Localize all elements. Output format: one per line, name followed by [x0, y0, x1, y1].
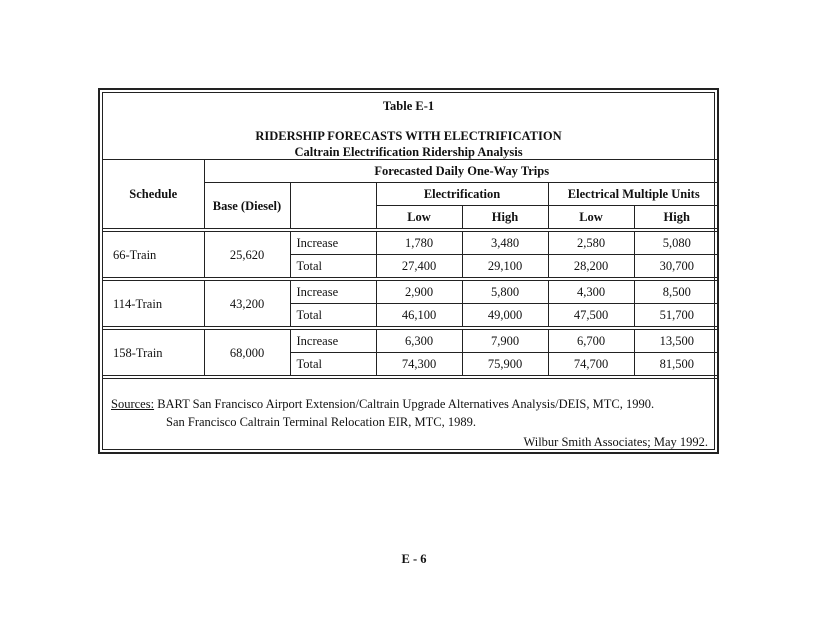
- value-cell: 1,780: [376, 232, 462, 255]
- header-emu-low: Low: [548, 206, 634, 229]
- row-label-total: Total: [290, 353, 376, 376]
- value-cell: 30,700: [634, 255, 719, 278]
- value-cell: 74,300: [376, 353, 462, 376]
- sources-label: Sources:: [111, 397, 155, 411]
- row-label-increase: Increase: [290, 281, 376, 304]
- table-inner-frame: [102, 92, 715, 450]
- value-cell: 3,480: [462, 232, 548, 255]
- value-cell: 8,500: [634, 281, 719, 304]
- header-emu: Electrical Multiple Units: [548, 183, 719, 206]
- value-cell: 28,200: [548, 255, 634, 278]
- row-label-increase: Increase: [290, 330, 376, 353]
- header-emu-high: High: [634, 206, 719, 229]
- source-1: BART San Francisco Airport Extension/Caltrain Upgrade Alternatives Analysis/DEIS, MTC, 1990.: [157, 397, 655, 411]
- value-cell: 81,500: [634, 353, 719, 376]
- title-block: [103, 99, 714, 160]
- table-row: [103, 281, 719, 304]
- table-subtitle: Caltrain Electrification Ridership Analysis: [294, 145, 523, 159]
- table-frame: [98, 88, 719, 454]
- schedule-cell: 66-Train: [103, 232, 204, 278]
- value-cell: 29,100: [462, 255, 548, 278]
- value-cell: 7,900: [462, 330, 548, 353]
- source-2: San Francisco Caltrain Terminal Relocation EIR, MTC, 1989.: [166, 415, 476, 429]
- value-cell: 2,580: [548, 232, 634, 255]
- schedule-cell: 158-Train: [103, 330, 204, 376]
- table-title: RIDERSHIP FORECASTS WITH ELECTRIFICATION: [255, 129, 562, 143]
- base-cell: 68,000: [204, 330, 290, 376]
- value-cell: 5,080: [634, 232, 719, 255]
- header-forecast: Forecasted Daily One-Way Trips: [204, 160, 719, 183]
- value-cell: 13,500: [634, 330, 719, 353]
- credit-line: Wilbur Smith Associates; May 1992.: [523, 435, 708, 449]
- sources-block: [111, 395, 654, 431]
- row-label-total: Total: [290, 255, 376, 278]
- header-blank: [290, 183, 376, 229]
- header-schedule: Schedule: [103, 160, 204, 229]
- row-label-total: Total: [290, 304, 376, 327]
- value-cell: 27,400: [376, 255, 462, 278]
- table-row: [103, 330, 719, 353]
- value-cell: 51,700: [634, 304, 719, 327]
- value-cell: 4,300: [548, 281, 634, 304]
- value-cell: 49,000: [462, 304, 548, 327]
- schedule-cell: 114-Train: [103, 281, 204, 327]
- value-cell: 2,900: [376, 281, 462, 304]
- value-cell: 6,300: [376, 330, 462, 353]
- header-electrification: Electrification: [376, 183, 548, 206]
- table-label: Table E-1: [382, 99, 435, 113]
- value-cell: 5,800: [462, 281, 548, 304]
- base-cell: 25,620: [204, 232, 290, 278]
- value-cell: 75,900: [462, 353, 548, 376]
- table-row: [103, 232, 719, 255]
- row-label-increase: Increase: [290, 232, 376, 255]
- value-cell: 6,700: [548, 330, 634, 353]
- base-cell: 43,200: [204, 281, 290, 327]
- sources-line-1: [111, 395, 654, 413]
- header-base: Base (Diesel): [204, 183, 290, 229]
- page-number: E - 6: [401, 552, 427, 566]
- value-cell: 74,700: [548, 353, 634, 376]
- ridership-table: [103, 159, 719, 379]
- row-gap: [103, 376, 719, 379]
- header-elec-high: High: [462, 206, 548, 229]
- header-elec-low: Low: [376, 206, 462, 229]
- value-cell: 47,500: [548, 304, 634, 327]
- value-cell: 46,100: [376, 304, 462, 327]
